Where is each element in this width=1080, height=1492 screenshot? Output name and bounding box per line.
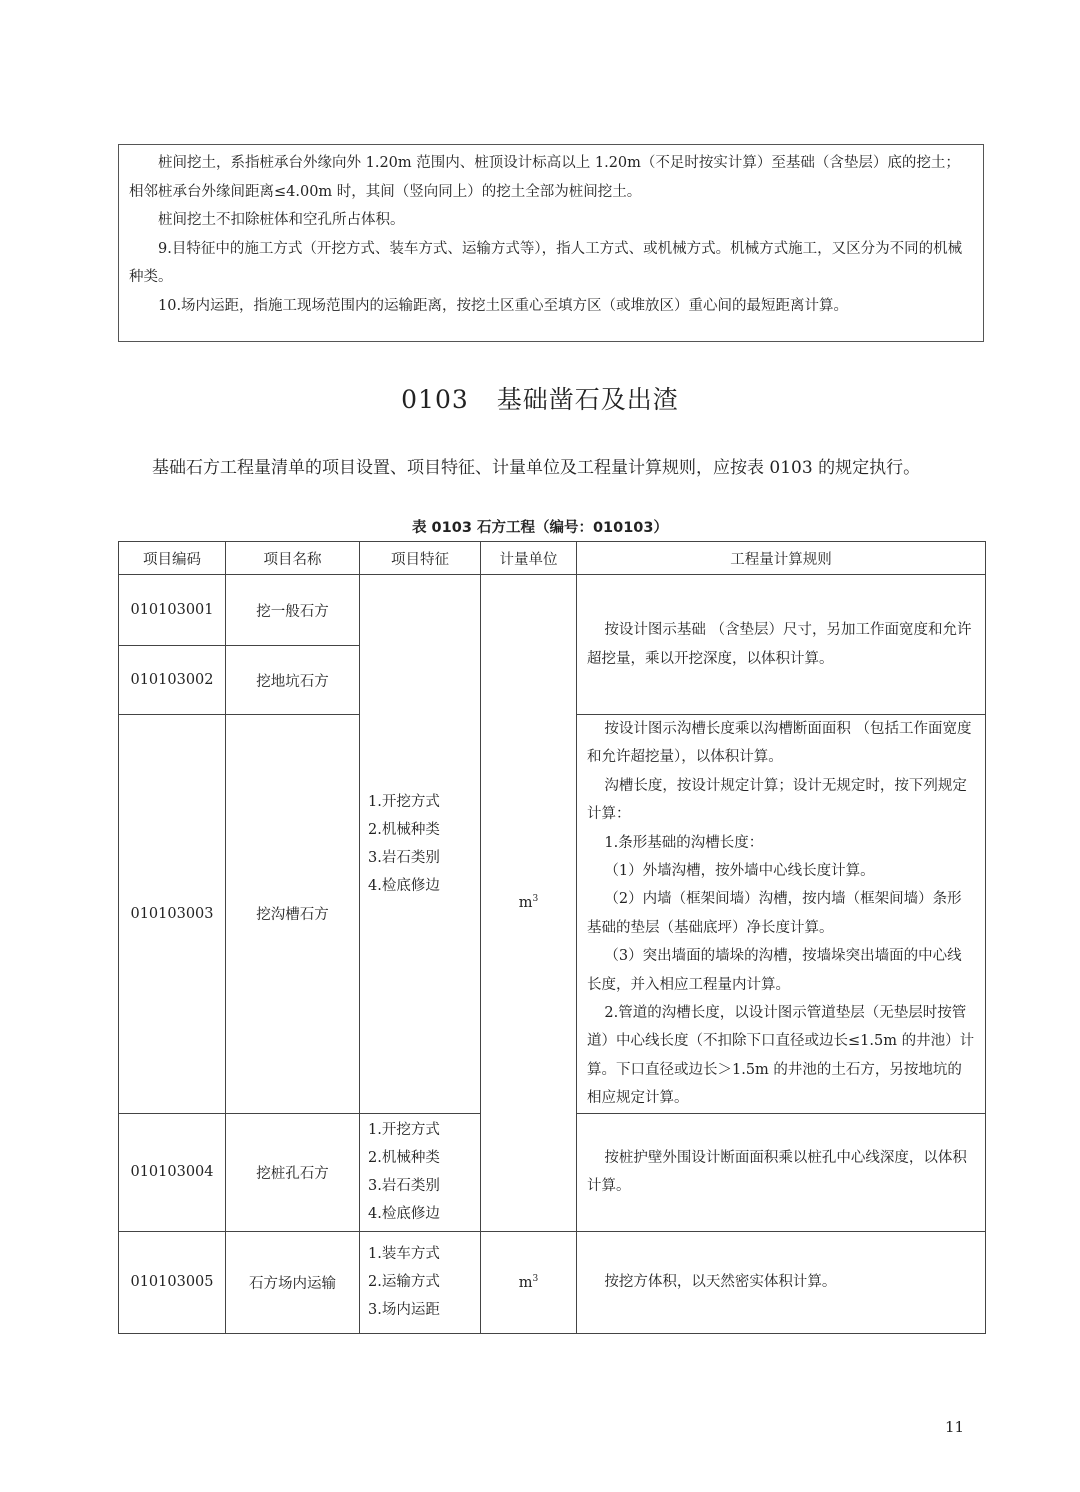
- item-name: 挖桩孔石方: [226, 1113, 360, 1231]
- header-features: 项目特征: [360, 542, 481, 575]
- rule-text: 1.条形基础的沟槽长度：: [604, 834, 764, 851]
- item-code: 010103004: [119, 1113, 226, 1231]
- section-code: 0103: [401, 385, 469, 414]
- item-name: 挖地坑石方: [226, 646, 360, 715]
- table-caption: 表 0103 石方工程（编号：010103）: [412, 520, 668, 536]
- note-line: 9.目特征中的施工方式（开挖方式、装车方式、运输方式等），指人工方式、或机械方式。机械方式施工，又区分为不同的机械种类。: [129, 240, 963, 286]
- feature-line: 3.岩石类别: [368, 849, 440, 866]
- feature-line: 1.开挖方式: [368, 793, 440, 810]
- item-rule: [577, 1113, 986, 1231]
- section-name: 基础凿石及出渣: [496, 385, 679, 414]
- item-features: [360, 1113, 481, 1231]
- feature-line: 4.检底修边: [368, 877, 440, 894]
- rule-text: 按设计图示沟槽长度乘以沟槽断面面积 （包括工作面宽度和允许超挖量），以体积计算。: [587, 721, 972, 766]
- item-rule: [577, 715, 986, 1114]
- item-code: 010103003: [119, 715, 226, 1114]
- notes-box: [118, 144, 984, 342]
- feature-line: 2.机械种类: [368, 1150, 440, 1167]
- item-rule: [577, 575, 986, 715]
- item-code: 010103005: [119, 1231, 226, 1333]
- unit-base: m: [518, 895, 533, 912]
- feature-line: 1.开挖方式: [368, 1122, 440, 1139]
- unit-base: m: [518, 1274, 533, 1291]
- item-unit: [481, 575, 577, 1232]
- intro-paragraph: 基础石方工程量清单的项目设置、项目特征、计量单位及工程量计算规则，应按表 0103 的规定执行。: [152, 458, 921, 478]
- item-features: [360, 575, 481, 1114]
- feature-line: 4.检底修边: [368, 1206, 440, 1223]
- rule-text: 按挖方体积，以天然密实体积计算。: [604, 1273, 837, 1290]
- header-rule: 工程量计算规则: [577, 542, 986, 575]
- header-name: 项目名称: [226, 542, 360, 575]
- page-number: 11: [945, 1418, 965, 1436]
- rule-text: 2.管道的沟槽长度，以设计图示管道垫层（无垫层时按管道）中心线长度（不扣除下口直径或边长≤1.5m 的井池）计算。下口直径或边长＞1.5m 的井池的土石方，另按地坑的相应规定计算。: [587, 1005, 975, 1107]
- feature-line: 2.运输方式: [368, 1274, 440, 1291]
- item-unit: [481, 1231, 577, 1333]
- stone-works-table: [118, 541, 986, 1334]
- note-line: 桩间挖土，系指桩承台外缘向外 1.20m 范围内、桩顶设计标高以上 1.20m（不足时按实计算）至基础（含垫层）底的挖土；相邻桩承台外缘间距离≤4.00m 时，其间（竖向同上）的挖土全部为桩间挖土。: [129, 155, 960, 200]
- unit-superscript: 3: [532, 1273, 539, 1284]
- feature-line: 3.岩石类别: [368, 1178, 440, 1195]
- rule-text: 沟槽长度，按设计规定计算；设计无规定时，按下列规定计算：: [587, 777, 967, 823]
- rule-text: （1）外墙沟槽，按外墙中心线长度计算。: [604, 863, 875, 880]
- item-name: 挖沟槽石方: [226, 715, 360, 1114]
- item-rule: [577, 1231, 986, 1333]
- feature-line: 2.机械种类: [368, 821, 440, 838]
- feature-line: 3.场内运距: [368, 1302, 440, 1319]
- rule-text: 按桩护壁外围设计断面面积乘以桩孔中心线深度，以体积计算。: [587, 1149, 967, 1195]
- item-name: 石方场内运输: [226, 1231, 360, 1333]
- item-code: 010103001: [119, 575, 226, 646]
- feature-line: 1.装车方式: [368, 1246, 440, 1263]
- note-line: 桩间挖土不扣除桩体和空孔所占体积。: [158, 212, 405, 229]
- item-name: 挖一般石方: [226, 575, 360, 646]
- item-code: 010103002: [119, 646, 226, 715]
- item-features: [360, 1231, 481, 1333]
- rule-text: 按设计图示基础 （含垫层）尺寸，另加工作面宽度和允许超挖量，乘以开挖深度，以体积计算。: [587, 622, 972, 667]
- table-row: [119, 575, 986, 646]
- rule-text: （3）突出墙面的墙垛的沟槽，按墙垛突出墙面的中心线长度，并入相应工程量内计算。: [587, 948, 962, 993]
- section-title: [0, 380, 1080, 416]
- table-header-row: [119, 542, 986, 575]
- note-line: 10.场内运距，指施工现场范围内的运输距离，按挖土区重心至填方区（或堆放区）重心间的最短距离计算。: [158, 297, 849, 314]
- rule-text: （2）内墙（框架间墙）沟槽，按内墙（框架间墙）条形基础的垫层（基础底坪）净长度计算。: [587, 891, 962, 936]
- unit-superscript: 3: [532, 894, 539, 905]
- header-unit: 计量单位: [481, 542, 577, 575]
- header-code: 项目编码: [119, 542, 226, 575]
- table-row: [119, 1231, 986, 1333]
